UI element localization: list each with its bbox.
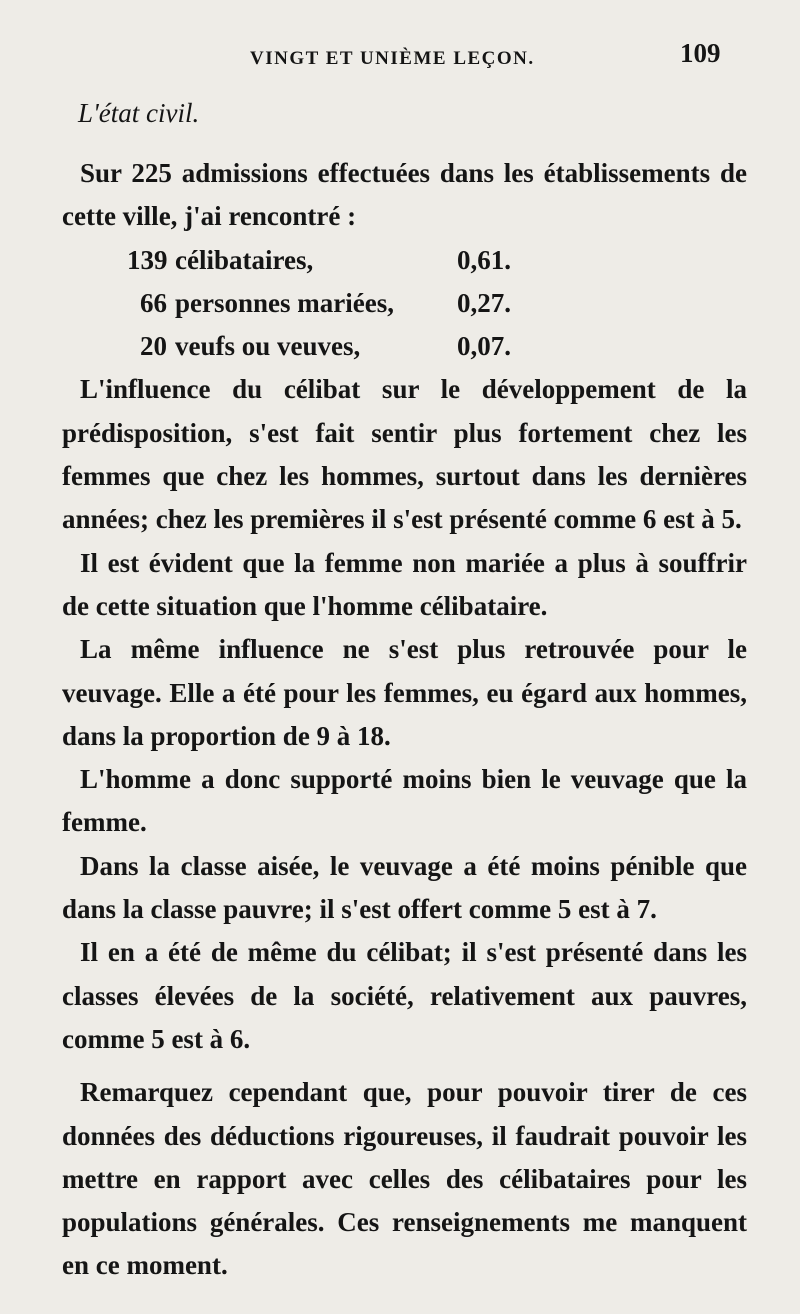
paragraph: Il est évident que la femme non mariée a plus à souffrir de cette situation que l'homme célibataire. bbox=[62, 547, 747, 621]
stat-count: 66 bbox=[140, 287, 167, 318]
paragraph: Dans la classe aisée, le veuvage a été moins pénible que dans la classe pauvre; il s'est offert comme 5 est à 7. bbox=[62, 850, 747, 925]
stat-row bbox=[62, 325, 747, 368]
page-number: 109 bbox=[680, 38, 721, 68]
stat-row bbox=[62, 239, 747, 282]
running-head: VINGT ET UNIÈME LEÇON. bbox=[250, 48, 535, 69]
stat-ratio: 0,27. bbox=[457, 287, 511, 318]
intro-paragraph: Sur 225 admissions effectuées dans les établissements de cette ville, j'ai rencontré : bbox=[62, 158, 747, 232]
paragraph: L'homme a donc supporté moins bien le veuvage que la femme. bbox=[62, 764, 747, 838]
paragraph: La même influence ne s'est plus retrouvée pour le veuvage. Elle a été pour les femmes, eu égard aux hommes, dans la proportion de 9 à 18. bbox=[62, 634, 747, 751]
stat-row bbox=[62, 282, 747, 325]
body-text bbox=[62, 152, 747, 1288]
paragraph: Il en a été de même du célibat; il s'est présenté dans les classes élevées de la société, relativement aux pauvres, comme 5 est à 6. bbox=[62, 937, 747, 1054]
paragraph: Remarquez cependant que, pour pouvoir tirer de ces données des déductions rigoureuses, il faudrait pouvoir les mettre en rapport avec celles des célibataires pour les populations générales. Ces renseignements me manquent en ce moment. bbox=[62, 1077, 747, 1281]
paragraph-gap bbox=[62, 1061, 747, 1071]
stat-ratio: 0,07. bbox=[457, 331, 511, 362]
stat-ratio: 0,61. bbox=[457, 244, 511, 275]
stat-label: personnes mariées, bbox=[175, 287, 394, 318]
stat-label: célibataires, bbox=[175, 244, 314, 275]
stat-label: veufs ou veuves, bbox=[175, 331, 361, 362]
statistics-list bbox=[62, 239, 747, 369]
stat-count: 139 bbox=[127, 244, 168, 275]
section-title: L'état civil. bbox=[78, 98, 200, 128]
stat-count: 20 bbox=[140, 331, 167, 362]
paragraph: L'influence du célibat sur le développement de la prédisposition, s'est fait sentir plus fortement chez les femmes que chez les hommes, surtout dans les dernières années; chez les premières il s'est présenté comme 6 est à 5. bbox=[62, 374, 747, 535]
